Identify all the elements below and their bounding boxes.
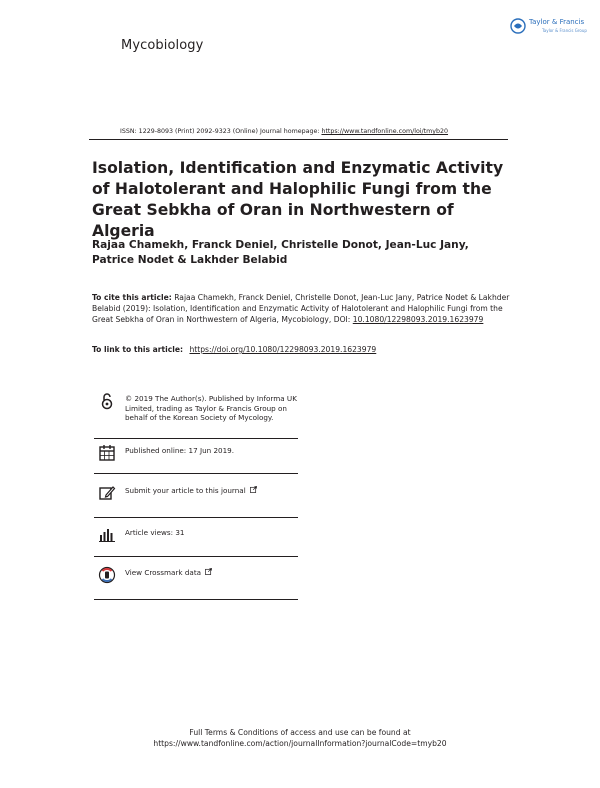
publisher-logo-name: Taylor & Francis (529, 18, 585, 26)
publisher-logo-icon (510, 18, 526, 34)
open-access-icon (98, 392, 116, 410)
citation-label: To cite this article: (92, 293, 172, 302)
license-text: © 2019 The Author(s). Published by Informa UK Limited, trading as Taylor & Francis Group on behalf of the Korean Society of Mycology. (125, 394, 297, 423)
info-divider (94, 556, 298, 557)
submit-article-link[interactable]: Submit your article to this journal (125, 486, 246, 495)
submit-row[interactable] (94, 484, 298, 506)
published-row (94, 444, 298, 466)
info-divider (94, 473, 298, 474)
article-authors: Rajaa Chamekh, Franck Deniel, Christelle Donot, Jean-Luc Jany, Patrice Nodet & Lakhder Belabid (92, 239, 469, 266)
crossmark-link[interactable]: View Crossmark data (125, 568, 202, 577)
info-divider (94, 599, 298, 600)
published-text: Published online: 17 Jun 2019. (125, 446, 235, 455)
info-divider (94, 438, 298, 439)
calendar-icon (98, 444, 116, 462)
article-link-label: To link to this article: (92, 345, 184, 354)
header-divider (89, 139, 508, 140)
edit-icon (98, 484, 116, 502)
crossmark-row[interactable] (94, 566, 298, 588)
issn-text: ISSN: 1229-8093 (Print) 2092-9323 (Online) Journal homepage: (120, 128, 320, 135)
article-views-text: Article views: 31 (125, 528, 185, 537)
citation-text: Rajaa Chamekh, Franck Deniel, Christelle Donot, Jean-Luc Jany, Patrice Nodet & Lakhder Belabid (2019): Isolation, Identification and Enzymatic Activity of Halotolerant and Halophilic Fungi from the Great Sebkha of Oran in Northwestern of Algeria, Mycobiology, DOI: (92, 293, 510, 324)
publisher-logo[interactable] (510, 16, 586, 38)
footer-terms-text: Full Terms & Conditions of access and use can be found at (189, 728, 411, 737)
footer (0, 727, 600, 749)
publisher-logo-group: Taylor & Francis Group (542, 28, 587, 33)
article-link-block (92, 344, 512, 355)
crossmark-icon (98, 566, 116, 584)
journal-homepage-link[interactable]: https://www.tandfonline.com/loi/tmyb20 (321, 128, 449, 135)
citation-block (92, 292, 512, 325)
license-row (94, 392, 298, 438)
bar-chart-icon (98, 526, 116, 544)
issn-line (120, 128, 448, 135)
info-divider (94, 517, 298, 518)
views-row[interactable] (94, 526, 298, 548)
footer-terms-link[interactable]: https://www.tandfonline.com/action/journalInformation?journalCode=tmyb20 (153, 739, 447, 748)
external-link-icon (250, 486, 257, 493)
article-doi-link[interactable]: https://doi.org/10.1080/12298093.2019.1623979 (189, 345, 377, 354)
journal-name: Mycobiology (121, 38, 204, 53)
external-link-icon (205, 568, 212, 575)
article-title: Isolation, Identification and Enzymatic Activity of Halotolerant and Halophilic Fungi from the Great Sebkha of Oran in Northwestern of Algeria (92, 159, 504, 240)
citation-doi-link[interactable]: 10.1080/12298093.2019.1623979 (352, 315, 484, 324)
